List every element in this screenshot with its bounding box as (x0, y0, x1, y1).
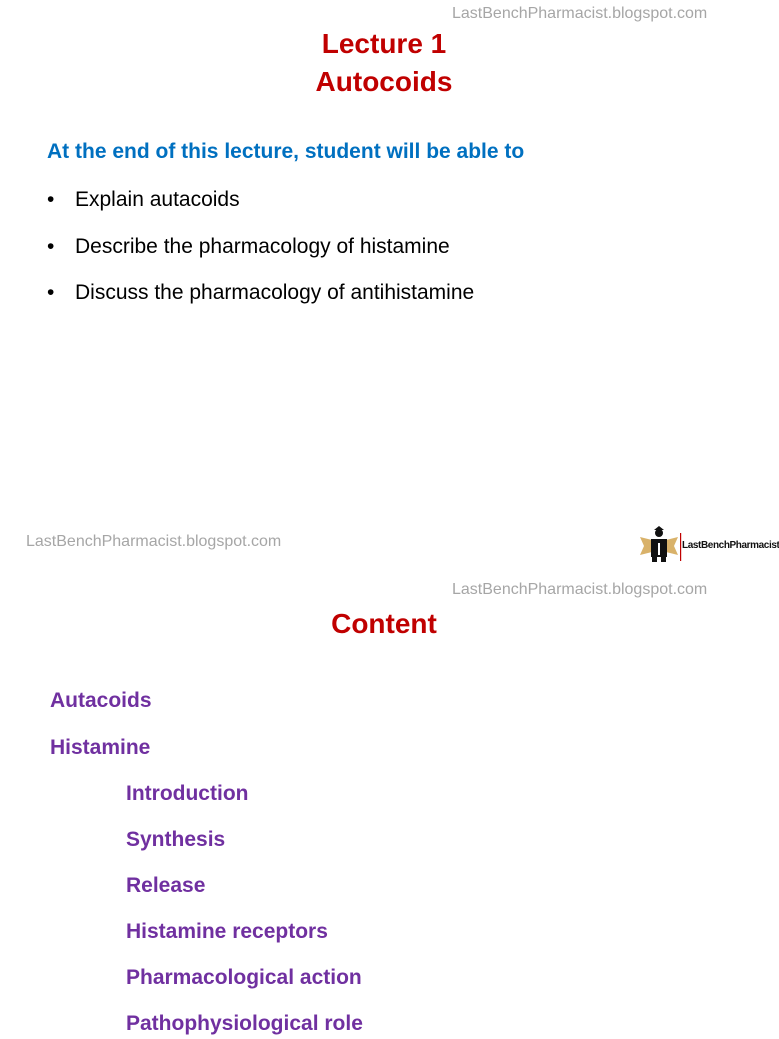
objective-text: Discuss the pharmacology of antihistamine (75, 281, 475, 304)
content-title: Content (331, 608, 437, 639)
lecture-topic-title: Autocoids (315, 66, 453, 97)
lecture-title: Lecture 1 (321, 28, 447, 59)
objectives-list (47, 184, 474, 324)
slide-content (0, 575, 768, 1035)
lastbenchpharmacist-logo (638, 525, 779, 565)
objective-item (47, 231, 474, 278)
toc-item-histamine: Histamine (50, 736, 151, 759)
bullet-icon: • (47, 234, 55, 258)
watermark-top: LastBenchPharmacist.blogspot.com (452, 5, 708, 22)
objectives-heading: At the end of this lecture, student will be able to (47, 140, 525, 163)
toc-subitem-pharmacological-action: Pharmacological action (126, 966, 362, 989)
pharmacist-figure-icon (638, 525, 682, 565)
watermark-top: LastBenchPharmacist.blogspot.com (452, 581, 708, 598)
logo-wordmark: LastBenchPharmacist (682, 540, 779, 551)
bullet-icon: • (47, 188, 55, 211)
toc-subitem-histamine-receptors: Histamine receptors (126, 920, 328, 943)
toc-subitem-synthesis: Synthesis (126, 828, 226, 851)
toc-subitem-pathophysiological-role: Pathophysiological role (126, 1012, 363, 1035)
toc-subitem-release: Release (126, 874, 206, 897)
objective-item (47, 277, 474, 324)
watermark-bottom: LastBenchPharmacist.blogspot.com (26, 533, 282, 550)
objective-item (47, 184, 474, 231)
toc-subitem-introduction: Introduction (126, 782, 249, 805)
toc-item-autacoids: Autacoids (50, 689, 152, 712)
bullet-icon: • (47, 281, 55, 304)
objective-text: Describe the pharmacology of histamine (75, 234, 450, 258)
objective-text: Explain autacoids (75, 188, 240, 211)
